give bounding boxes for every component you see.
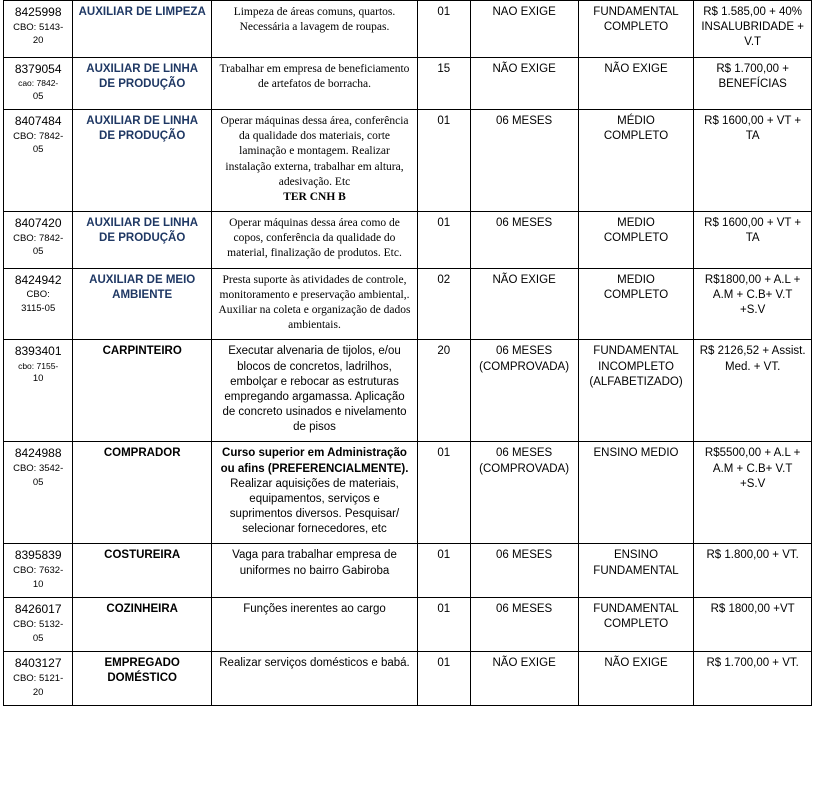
cell-description	[212, 544, 418, 598]
cell-code	[4, 652, 73, 706]
cell-quantity: 15	[417, 57, 470, 110]
job-cbo-cont: 05	[32, 144, 44, 156]
description-note: TER CNH B	[283, 190, 346, 203]
cell-code	[4, 57, 73, 110]
job-code: 8379054	[14, 61, 62, 76]
job-cbo: CBO: 3542-	[13, 463, 64, 475]
table-row	[4, 110, 812, 212]
cell-salary: R$ 2126,52 + Assist. Med. + VT.	[694, 340, 812, 442]
cell-quantity: 01	[417, 110, 470, 212]
cell-salary: R$ 1800,00 +VT	[694, 598, 812, 652]
table-row	[4, 652, 812, 706]
cell-description	[212, 652, 418, 706]
cell-experience: 06 MESES (COMPROVADA)	[470, 442, 578, 544]
cell-salary: R$ 1.700,00 + VT.	[694, 652, 812, 706]
description-lead: Curso superior em Administração ou afins (PREFERENCIALMENTE).	[220, 447, 409, 475]
cell-quantity: 01	[417, 544, 470, 598]
cell-education: FUNDAMENTAL COMPLETO	[578, 598, 694, 652]
cell-description	[212, 268, 418, 340]
cell-code	[4, 442, 73, 544]
cell-job-title: AUXILIAR DE LIMPEZA	[73, 1, 212, 58]
cell-quantity: 01	[417, 598, 470, 652]
cell-experience: 06 MESES (COMPROVADA)	[470, 340, 578, 442]
description-text: Executar alvenaria de tijolos, e/ou blocos de concretos, ladrilhos, embolçar e rebocar as estruturas empregando argamassa. Aplicação de concreto usinados e nivelamento de pisos	[222, 345, 407, 434]
job-cbo: CBO: 5121-	[13, 673, 64, 684]
cell-job-title: EMPREGADO DOMÉSTICO	[73, 652, 212, 706]
job-cbo-cont: 05	[32, 476, 44, 488]
cell-salary: R$ 1600,00 + VT + TA	[694, 110, 812, 212]
cell-education: MEDIO COMPLETO	[578, 268, 694, 340]
description-text: Trabalhar em empresa de beneficiamento de artefatos de borracha.	[219, 62, 410, 90]
job-code: 8425998	[14, 5, 62, 19]
job-code: 8395839	[14, 548, 62, 563]
table-row	[4, 340, 812, 442]
description-text: Operar máquinas dessa área como de copos, conferência da qualidade do material, finalização de produtos. Etc.	[227, 217, 402, 260]
job-code: 8424942	[14, 272, 62, 287]
job-code: 8407420	[14, 216, 62, 231]
cell-code	[4, 340, 73, 442]
cell-quantity: 01	[417, 1, 470, 58]
table-row	[4, 598, 812, 652]
cell-quantity: 01	[417, 212, 470, 269]
cell-code	[4, 268, 73, 340]
cell-quantity: 20	[417, 340, 470, 442]
cell-job-title: AUXILIAR DE MEIO AMBIENTE	[73, 268, 212, 340]
cell-description	[212, 340, 418, 442]
cell-job-title: COMPRADOR	[73, 442, 212, 544]
job-cbo: CBO:	[26, 289, 50, 301]
cell-job-title: AUXILIAR DE LINHA DE PRODUÇÃO	[73, 212, 212, 269]
job-code: 8403127	[14, 656, 62, 671]
cell-education: FUNDAMENTAL COMPLETO	[578, 1, 694, 58]
cell-experience: 06 MESES	[470, 212, 578, 269]
job-cbo-cont: 20	[32, 686, 44, 698]
cell-quantity: 02	[417, 268, 470, 340]
job-code: 8426017	[14, 602, 62, 617]
description-text: Funções inerentes ao cargo	[243, 603, 386, 616]
cell-experience: 06 MESES	[470, 544, 578, 598]
description-text: Vaga para trabalhar empresa de uniformes no bairro Gabiroba	[232, 549, 397, 577]
cell-salary: R$ 1.585,00 + 40% INSALUBRIDADE + V.T	[694, 1, 812, 58]
job-cbo-cont: 05	[32, 90, 44, 102]
table-row	[4, 442, 812, 544]
cell-education: ENSINO FUNDAMENTAL	[578, 544, 694, 598]
cell-description	[212, 442, 418, 544]
cell-description	[212, 110, 418, 212]
cell-education: MÉDIO COMPLETO	[578, 110, 694, 212]
cell-job-title: COZINHEIRA	[73, 598, 212, 652]
cell-job-title: AUXILIAR DE LINHA DE PRODUÇÃO	[73, 110, 212, 212]
cell-code	[4, 1, 73, 58]
cell-description	[212, 598, 418, 652]
cell-education: FUNDAMENTAL INCOMPLETO (ALFABETIZADO)	[578, 340, 694, 442]
cell-experience: NAO EXIGE	[470, 1, 578, 58]
table-row	[4, 57, 812, 110]
cell-job-title: AUXILIAR DE LINHA DE PRODUÇÃO	[73, 57, 212, 110]
cell-experience: NÃO EXIGE	[470, 57, 578, 110]
job-cbo-cont: 20	[32, 35, 44, 47]
cell-quantity: 01	[417, 652, 470, 706]
cell-experience: 06 MESES	[470, 598, 578, 652]
job-cbo-cont: 10	[32, 373, 44, 385]
table-row	[4, 544, 812, 598]
job-code: 8393401	[14, 344, 62, 359]
job-cbo: CBO: 5132-	[13, 619, 64, 631]
cell-description	[212, 212, 418, 269]
cell-salary: R$ 1.800,00 + VT.	[694, 544, 812, 598]
table-row	[4, 1, 812, 58]
description-text: Realizar serviços domésticos e babá.	[219, 657, 410, 670]
job-cbo: cbo: 7155-	[18, 361, 59, 372]
job-cbo: CBO: 7842-	[13, 130, 64, 142]
cell-salary: R$1800,00 + A.L + A.M + C.B+ V.T +S.V	[694, 268, 812, 340]
cell-salary: R$ 1.700,00 + BENEFÍCIAS	[694, 57, 812, 110]
job-cbo-cont: 05	[32, 632, 44, 644]
cell-description	[212, 57, 418, 110]
job-cbo: cao: 7842-	[18, 78, 59, 89]
cell-education: MEDIO COMPLETO	[578, 212, 694, 269]
cell-education: ENSINO MEDIO	[578, 442, 694, 544]
cell-education: NÃO EXIGE	[578, 652, 694, 706]
description-text: Operar máquinas dessa área, conferência da qualidade dos materiais, corte laminação e montagem. Realizar instalação externa, trabalhar em altura, adesivação. Etc	[220, 115, 409, 188]
description-text: Presta suporte às atividades de controle, monitoramento e preservação ambiental,. Auxiliar na coleta e organização de dados ambientais.	[218, 273, 411, 332]
cell-code	[4, 544, 73, 598]
cell-education: NÃO EXIGE	[578, 57, 694, 110]
cell-code	[4, 598, 73, 652]
job-code: 8424988	[14, 446, 62, 461]
description-text: Limpeza de áreas comuns, quartos. Necessária a lavagem de roupas.	[233, 6, 396, 34]
job-cbo: CBO: 5143-	[13, 21, 64, 33]
cell-experience: NÃO EXIGE	[470, 652, 578, 706]
cell-job-title: CARPINTEIRO	[73, 340, 212, 442]
job-cbo-cont: 10	[32, 578, 44, 590]
table-row	[4, 212, 812, 269]
cell-salary: R$ 1600,00 + VT + TA	[694, 212, 812, 269]
description-text: Realizar aquisições de materiais, equipamentos, serviços e suprimentos diversos. Pesquisar/ selecionar fornecedores, etc	[229, 477, 400, 536]
job-cbo: CBO: 7632-	[13, 565, 64, 577]
job-cbo-cont: 05	[32, 246, 44, 258]
cell-experience: 06 MESES	[470, 110, 578, 212]
job-code: 8407484	[14, 114, 62, 129]
table-row	[4, 268, 812, 340]
cell-job-title: COSTUREIRA	[73, 544, 212, 598]
cell-code	[4, 110, 73, 212]
cell-salary: R$5500,00 + A.L + A.M + C.B+ V.T +S.V	[694, 442, 812, 544]
cell-experience: NÃO EXIGE	[470, 268, 578, 340]
cell-code	[4, 212, 73, 269]
cell-description	[212, 1, 418, 58]
job-cbo-cont: 3115-05	[21, 303, 56, 314]
cell-quantity: 01	[417, 442, 470, 544]
job-vacancies-table	[3, 0, 812, 706]
job-cbo: CBO: 7842-	[13, 232, 64, 244]
